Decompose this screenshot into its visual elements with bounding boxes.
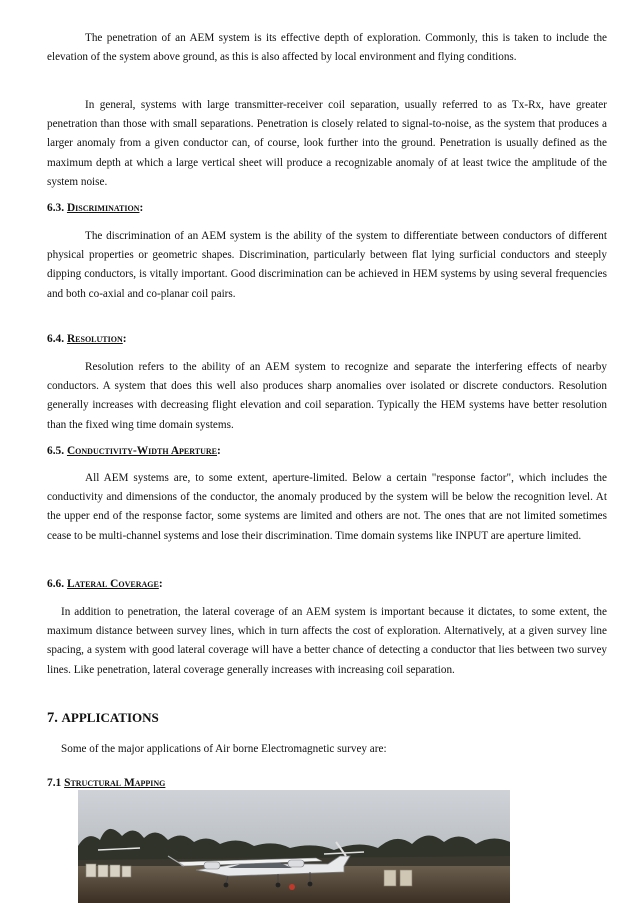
- paragraph-discrimination: The discrimination of an AEM system is the ability of the system to differentiate between conductors of different physical properties or geometric shapes. Discrimination, particularly between flat lying surficial conductors and steeply dipping conductors, is vitally important. Good discrimination can be achieved in HEM systems by using several frequencies and both co-axial and co-planar coil pairs.: [47, 230, 607, 300]
- heading-title: APPLICATIONS: [61, 710, 159, 725]
- heading-7: [47, 709, 159, 727]
- heading-title: Discrimination: [66, 202, 140, 214]
- heading-number: 6.5.: [47, 445, 65, 457]
- heading-title: Conductivity-Width Aperture: [66, 445, 217, 457]
- heading-suffix: :: [122, 333, 127, 345]
- heading-7-1: [47, 776, 165, 790]
- heading-title: Structural Mapping: [64, 777, 166, 789]
- heading-suffix: :: [158, 578, 163, 590]
- paragraph-resolution: Resolution refers to the ability of an AEM system to recognize and separate the interfering effects of nearby conductors. A system that does this well also produces sharp anomalies over isolated or discrete conductors. Resolution generally increases with decreasing flight elevation and coil separation. Typically the HEM systems have better resolution than the fixed wing time domain systems.: [47, 361, 607, 431]
- heading-number: 6.3.: [47, 202, 65, 214]
- heading-6-3: [47, 201, 143, 215]
- heading-number: 7.: [47, 710, 58, 726]
- heading-suffix: :: [139, 202, 144, 214]
- heading-title: Resolution: [66, 333, 123, 345]
- paragraph-lateral-coverage: In addition to penetration, the lateral coverage of an AEM system is important because it dictates, to some extent, the maximum distance between survey lines, which in turn affects the cost of exploration. Alternatively, at a given survey line spacing, a system with good lateral coverage will have a better chance of detecting a conductor that lies between two survey lines. Like penetration, lateral coverage generally increases with increasing coil separation.: [47, 606, 607, 676]
- paragraph-penetration-intro: The penetration of an AEM system is its effective depth of exploration. Commonly, this is taken to include the elevation of the system above ground, as this is also affected by local environment and flying conditions.: [47, 32, 607, 64]
- aircraft-photo-illustration: [78, 790, 510, 903]
- heading-title: Lateral Coverage: [66, 578, 159, 590]
- heading-6-4: [47, 332, 127, 346]
- heading-suffix: :: [217, 445, 221, 457]
- heading-6-6: [47, 577, 163, 591]
- aircraft-photo: [78, 790, 510, 903]
- heading-number: 7.1: [47, 777, 62, 789]
- heading-number: 6.4.: [47, 333, 65, 345]
- heading-6-5: [47, 444, 221, 458]
- paragraph-penetration-detail: In general, systems with large transmitter-receiver coil separation, usually referred to as Tx-Rx, have greater penetration than those with small separations. Penetration is closely related to signal-to-noise, as the system that produces a larger anomaly from a given conductor can, of course, look further into the ground. Penetration is usually defined as the maximum depth at which a large vertical sheet will produce a recognizable anomaly of at least twice the amplitude of the system noise.: [47, 99, 607, 188]
- paragraph-applications-intro: Some of the major applications of Air borne Electromagnetic survey are:: [61, 743, 387, 755]
- heading-number: 6.6.: [47, 578, 65, 590]
- paragraph-aperture: All AEM systems are, to some extent, aperture-limited. Below a certain "response factor", which includes the conductivity and dimensions of the conductor, the anomaly produced by the system will be below the recognition level. At the upper end of the response factor, some systems are limited and others are not. The ones that are not limited sometimes cease to be multi-channel systems and lose their discrimination. Time domain systems like INPUT are aperture limited.: [47, 472, 607, 542]
